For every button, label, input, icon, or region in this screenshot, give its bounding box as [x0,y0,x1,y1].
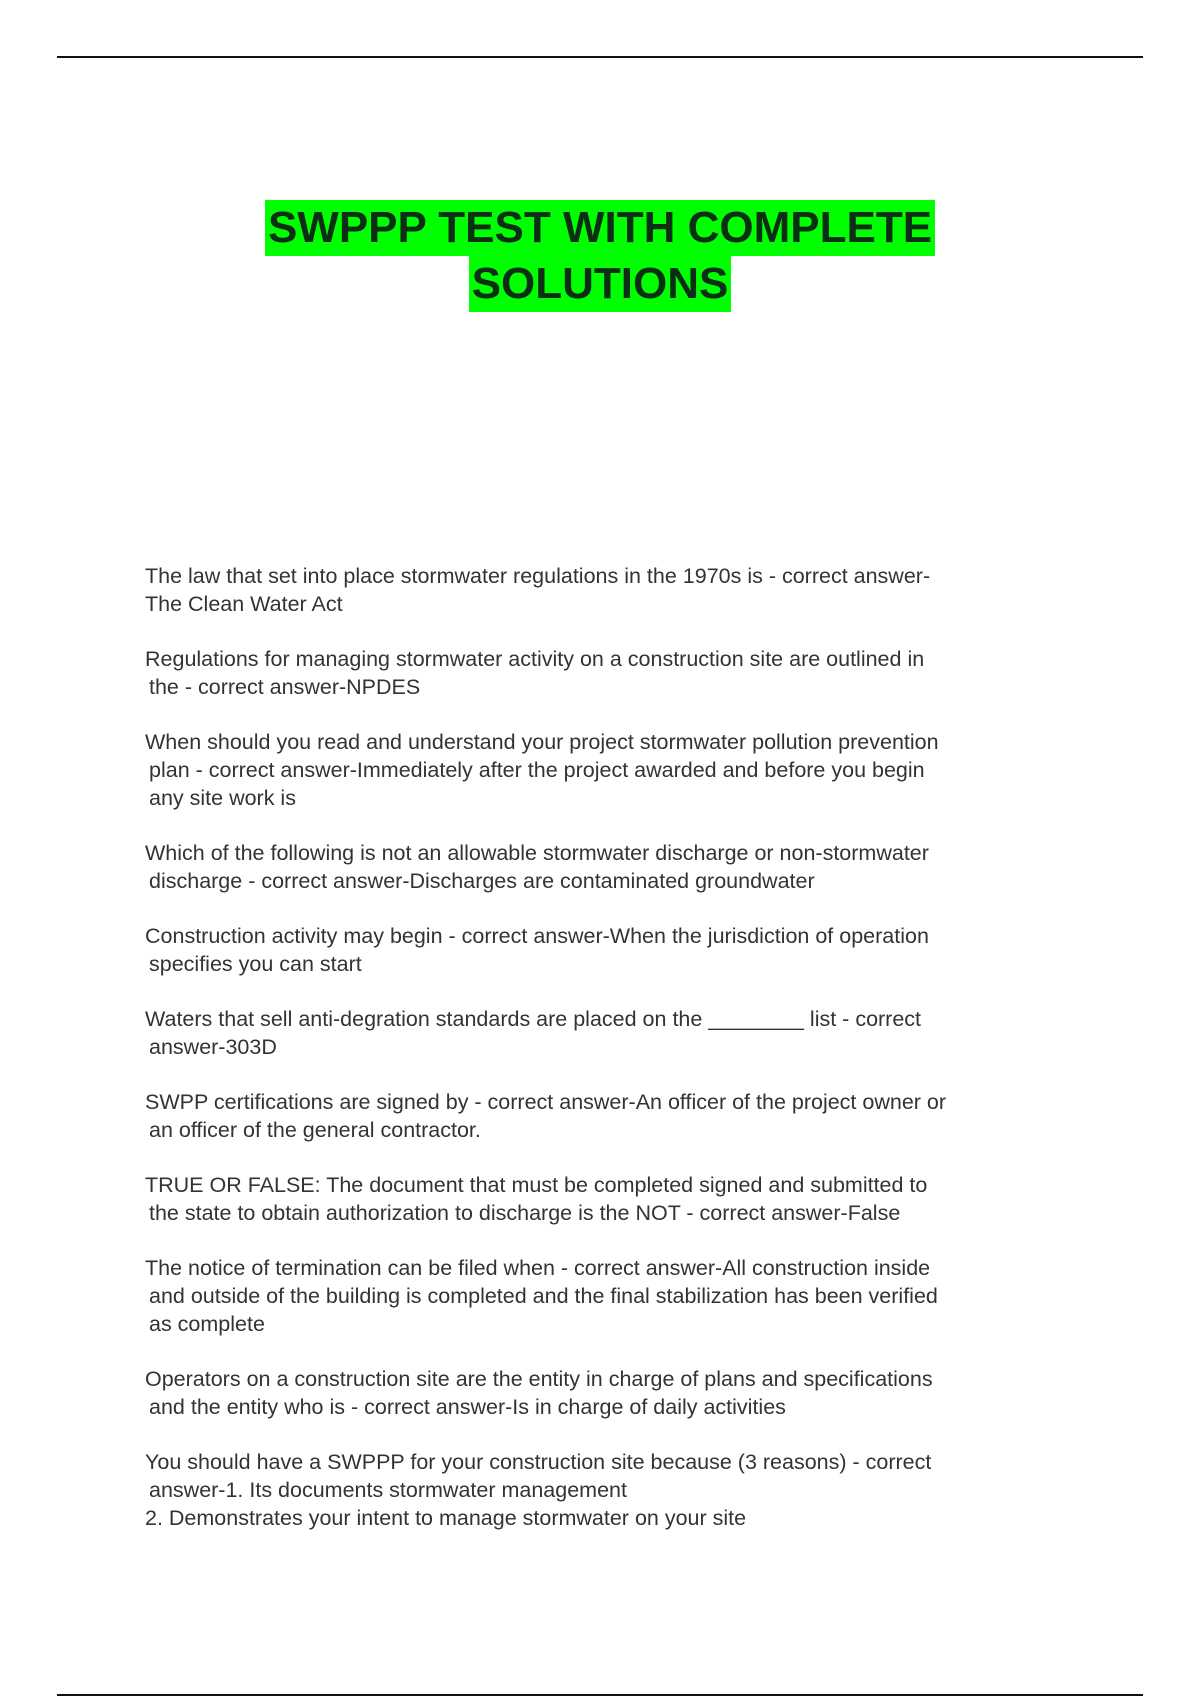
qa-item [145,728,1065,812]
bottom-rule [57,1694,1143,1696]
qa-item [145,1254,1065,1338]
qa-item [145,1365,1065,1421]
qa-line: Operators on a construction site are the entity in charge of plans and specifications [145,1367,933,1391]
qa-line: Waters that sell anti-degration standards are placed on the ________ list - correct [145,1007,922,1031]
title-line-1: SWPPP TEST WITH COMPLETE [265,200,935,256]
document-title [0,200,1200,312]
qa-line: any site work is [149,786,296,810]
qa-line: Regulations for managing stormwater activity on a construction site are outlined in [145,647,925,671]
qa-line: plan - correct answer-Immediately after the project awarded and before you begin [149,758,925,782]
qa-line: When should you read and understand your project stormwater pollution prevention [145,730,939,754]
qa-line: the - correct answer-NPDES [149,675,421,699]
qa-item [145,1171,1065,1227]
qa-line: The Clean Water Act [145,592,343,616]
qa-item [145,1005,1065,1061]
qa-line: Construction activity may begin - correct answer-When the jurisdiction of operation [145,924,929,948]
question-answer-list [145,562,1065,1559]
qa-line: as complete [149,1312,265,1336]
qa-line: discharge - correct answer-Discharges are contaminated groundwater [149,869,815,893]
top-rule [57,56,1143,58]
qa-line: answer-303D [149,1035,277,1059]
qa-item [145,1088,1065,1144]
qa-line: the state to obtain authorization to discharge is the NOT - correct answer-False [149,1201,901,1225]
qa-item [145,645,1065,701]
qa-line: specifies you can start [149,952,362,976]
qa-line: SWPP certifications are signed by - correct answer-An officer of the project owner or [145,1090,947,1114]
qa-item [145,922,1065,978]
qa-line: TRUE OR FALSE: The document that must be completed signed and submitted to [145,1173,928,1197]
qa-line: and outside of the building is completed and the final stabilization has been verified [149,1284,938,1308]
qa-line: Which of the following is not an allowable stormwater discharge or non-stormwater [145,841,929,865]
qa-line: answer-1. Its documents stormwater management [149,1478,627,1502]
qa-item [145,1448,1065,1532]
qa-line: You should have a SWPPP for your construction site because (3 reasons) - correct [145,1450,932,1474]
qa-line: The notice of termination can be filed when - correct answer-All construction inside [145,1256,931,1280]
qa-line: an officer of the general contractor. [149,1118,481,1142]
qa-line: The law that set into place stormwater regulations in the 1970s is - correct answer- [145,564,931,588]
qa-line: 2. Demonstrates your intent to manage stormwater on your site [145,1506,747,1530]
qa-line: and the entity who is - correct answer-Is in charge of daily activities [149,1395,786,1419]
qa-item [145,839,1065,895]
title-line-2: SOLUTIONS [469,256,732,312]
qa-item [145,562,1065,618]
